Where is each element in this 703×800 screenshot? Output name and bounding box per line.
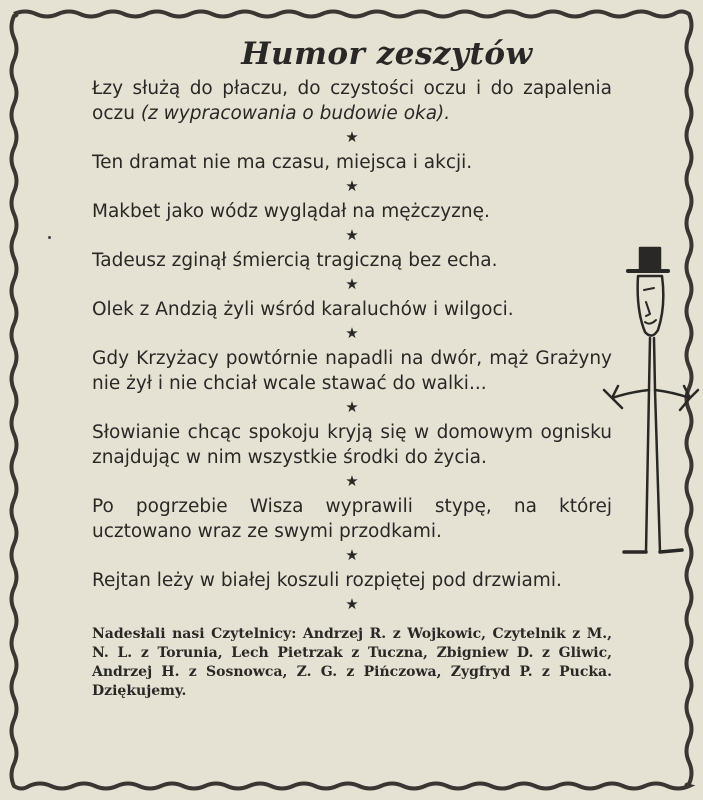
star-separator: ★ bbox=[345, 399, 359, 416]
star-separator: ★ bbox=[345, 129, 359, 146]
entry-2: Ten dramat nie ma czasu, miejsca i akcji. bbox=[92, 152, 473, 173]
entry-3: Makbet jako wódz wyglądał na mężczyznę. bbox=[92, 201, 490, 222]
star-separator: ★ bbox=[345, 178, 359, 195]
star-separator: ★ bbox=[345, 227, 359, 244]
entry-8: Po pogrzebie Wisza wyprawili stypę, na której ucztowano wraz ze swymi przodkami. bbox=[92, 496, 612, 542]
entry-1-note: (z wypracowania o budowie oka). bbox=[140, 103, 451, 124]
star-separator: ★ bbox=[345, 547, 359, 564]
top-hat-figure-illustration bbox=[600, 240, 703, 570]
article bbox=[92, 36, 612, 701]
entry-1 bbox=[92, 76, 612, 126]
ink-dot bbox=[48, 236, 51, 239]
star-separator: ★ bbox=[345, 596, 359, 613]
entry-5: Olek z Andzią żyli wśród karaluchów i wilgoci. bbox=[92, 299, 514, 320]
entry-6: Gdy Krzyżacy powtórnie napadli na dwór, mąż Grażyny nie żył i nie chciał wcale stawać do walki... bbox=[92, 348, 612, 394]
entry-4: Tadeusz zginął śmiercią tragiczną bez echa. bbox=[92, 250, 498, 271]
article-title: Humor zeszytów bbox=[241, 36, 533, 72]
star-separator: ★ bbox=[345, 276, 359, 293]
star-separator: ★ bbox=[345, 325, 359, 342]
reader-credits: Nadesłali nasi Czytelnicy: Andrzej R. z Wojkowic, Czytelnik z M., N. L. z Torunia, Lech Pietrzak z Tuczna, Zbigniew D. z Gliwic, Andrzej H. z Sosnowca, Z. G. z Pińczowa, Zygfryd P. z Pucka. Dziękujemy. bbox=[92, 626, 612, 699]
star-separator: ★ bbox=[345, 473, 359, 490]
entry-7: Słowianie chcąc spokoju kryją się w domowym ognisku znajdując w nim wszystkie środki do życia. bbox=[92, 422, 612, 468]
entry-9: Rejtan leży w białej koszuli rozpiętej pod drzwiami. bbox=[92, 570, 562, 591]
entry-1-text: Łzy służą do płaczu, do czystości oczu i do zapalenia oczu bbox=[92, 78, 612, 124]
